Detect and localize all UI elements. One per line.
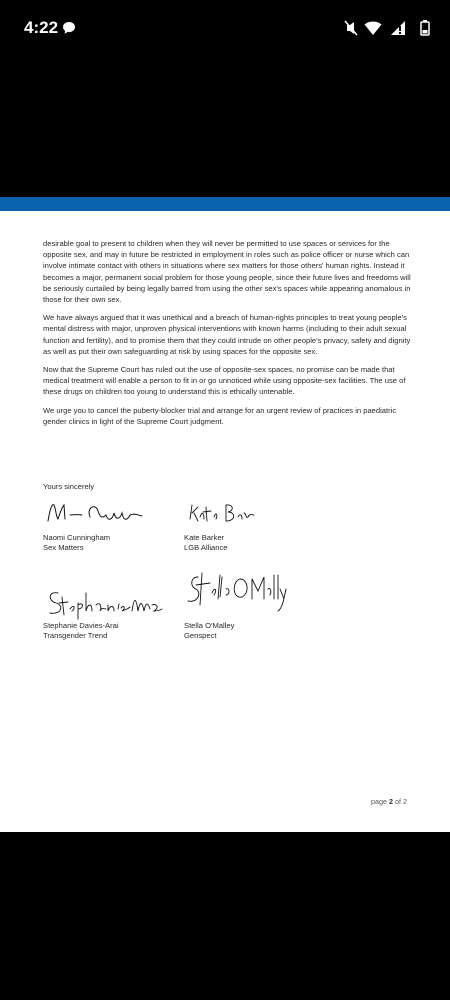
signatory-name: Stella O'Malley [184,621,235,630]
clock: 4:22 [24,18,59,37]
page-number [371,797,407,806]
page-prefix: page [371,797,389,806]
paragraph: We urge you to cancel the puberty-blocker trial and arrange for an urgent review of practices in paediatric gender clinics in light of the Supreme Court judgment. [43,405,397,426]
signatory-org: LGB Alliance [184,543,228,552]
signature-kate-barker [186,499,256,525]
letter-body [43,238,413,434]
signature-naomi-cunningham [46,499,146,525]
signatory-name: Stephanie Davies-Arai [43,621,119,630]
signatory-name: Kate Barker [184,533,225,542]
wifi-icon [364,20,382,36]
signatory-org: Genspect [184,631,217,640]
paragraph: Now that the Supreme Court has ruled out the use of opposite-sex spaces, no promise can be made that medical treatment will enable a person to fit in or go unnoticed while using opposite-sex facilities. The use of these drugs on children too young to understand this is ethically untenable. [43,365,406,397]
page-total: 2 [403,797,407,806]
signature-stephanie-davies-arai [44,587,164,621]
paragraph: We have always argued that it was unethical and a breach of human-rights principles to treat young people's mental distress with major, unproven physical interventions with known harms (including to their adult sexual function and fertility), and to promise them that they could intrude on other people's privacy, safety and dignity as well as put their own safeguarding at risk by using spaces for the opposite sex. [43,313,411,356]
signatory-org: Sex Matters [43,543,84,552]
signatory-org: Transgender Trend [43,631,108,640]
signatory-block [43,621,119,641]
signal-icon [390,20,406,36]
chat-icon [62,21,76,35]
battery-icon [420,20,430,36]
page-current: 2 [389,797,393,806]
signatory-block [184,533,227,553]
signature-stella-omalley [184,569,288,615]
closing: Yours sincerely [43,482,95,491]
signatory-name: Naomi Cunningham [43,533,111,542]
document-header-band [0,197,450,211]
page-sep: of [393,797,403,806]
status-bar [0,0,450,56]
mute-icon [344,20,358,36]
letter-page [0,211,450,832]
signatory-block [184,621,234,641]
paragraph: desirable goal to present to children when they will never be permitted to use spaces or services for the opposite sex, and may in future be restricted in employment in roles such as police officer or nurse which can involve intimate contact with others in situations where sex matters for those others' human rights. Instead it becomes a major, permanent social problem for those young people, since their future lives and freedoms will be seriously curtailed by being legally barred from using the other sex's spaces while appearing anomalous in those for their own sex. [43,239,411,305]
signatory-block [43,533,110,553]
